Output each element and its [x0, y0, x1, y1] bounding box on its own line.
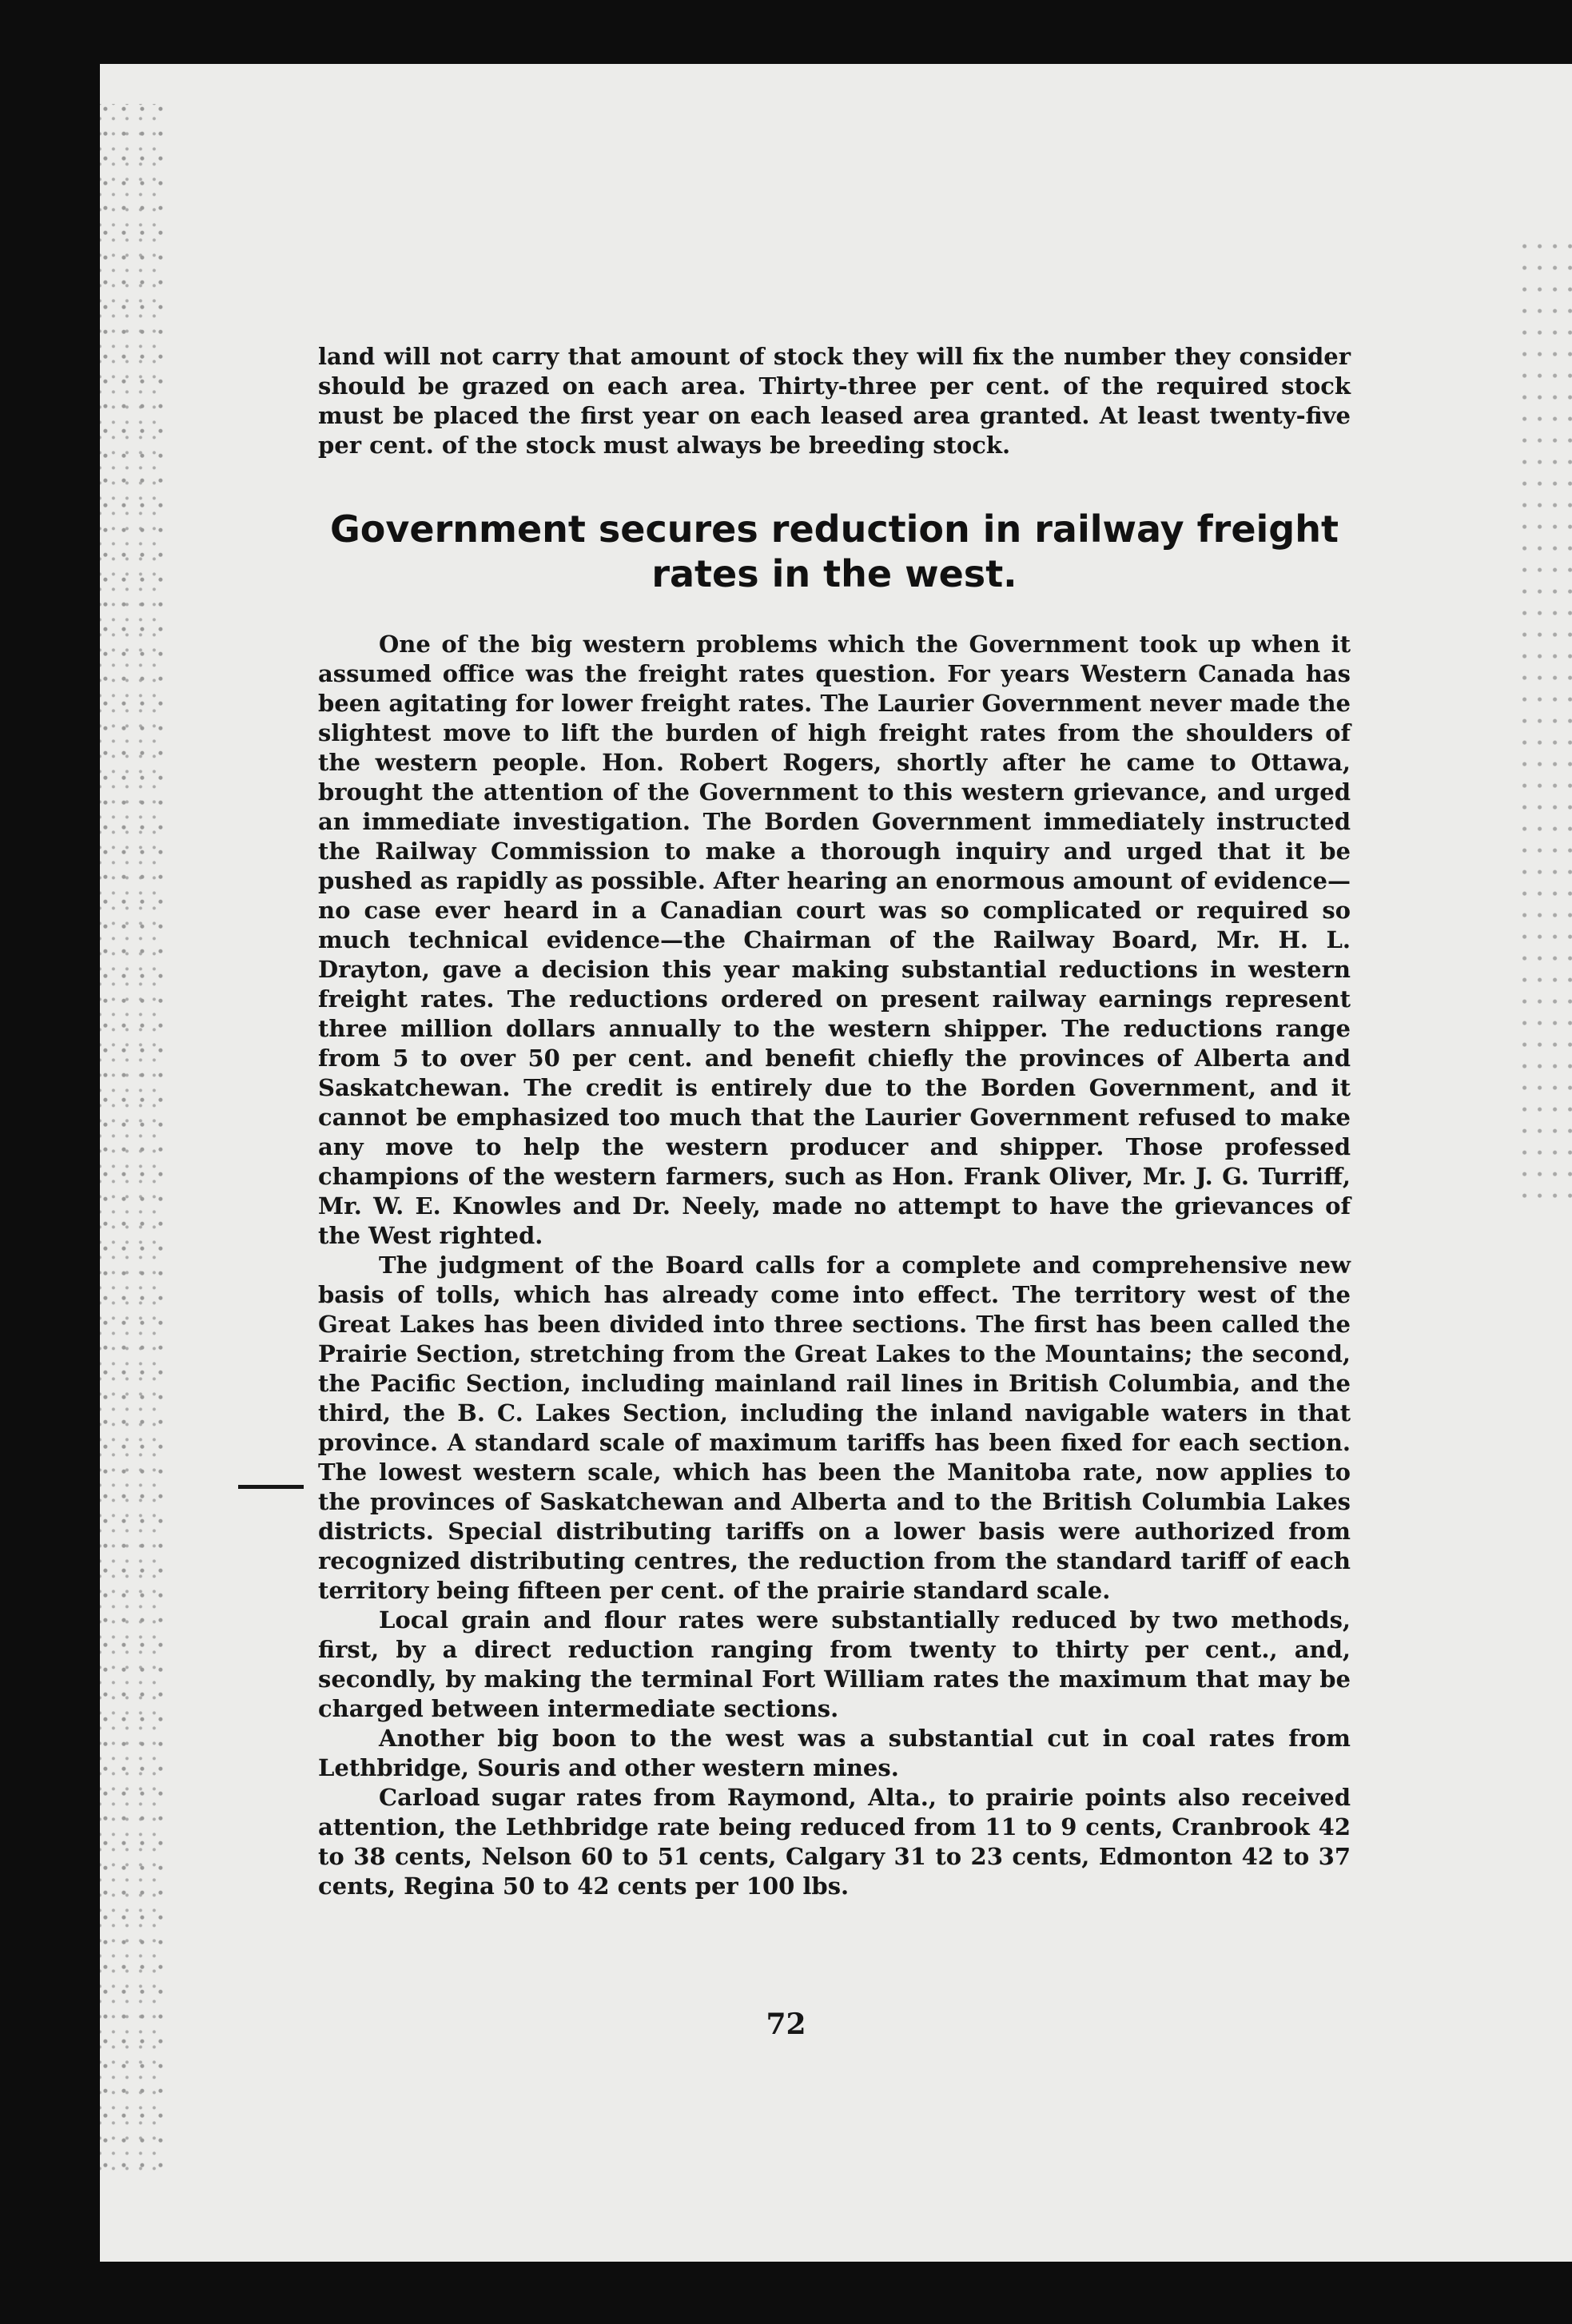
headline: Government secures reduction in railway freight rates in the west. — [330, 507, 1339, 595]
margin-dash-mark — [238, 1485, 304, 1489]
body-paragraph: One of the big western problems which the Government took up when it assumed office was the freight rates question. For years Western Canada has been agitating for lower freight rates. The Laurier Government never made the slightest move to lift the burden of high freight rates from the shoulders of the western people. Hon. Robert Rogers, shortly after he came to Ottawa, brought the attention of the Government to this western grievance, and urged an immediate investigation. The Borden Government immediately instructed the Railway Commission to make a thorough inquiry and urged that it be pushed as rapidly as possible. After hearing an enormous amount of evidence—no case ever heard in a Canadian court was so complicated or required so much technical evidence—the Chairman of the Railway Board, Mr. H. L. Drayton, gave a decision this year making substantial reductions in western freight rates. The reductions ordered on present railway earnings represent three million dollars annually to the western shipper. The reductions range from 5 to over 50 per cent. and benefit chiefly the provinces of Alberta and Saskatchewan. The credit is entirely due to the Borden Government, and it cannot be emphasized too much that the Laurier Government refused to make any move to help the western producer and shipper. Those professed champions of the western farmers, such as Hon. Frank Oliver, Mr. J. G. Turriff, Mr. W. E. Knowles and Dr. Neely, made no attempt to have the grievances of the West righted. — [318, 631, 1351, 1249]
page-edge-noise-right — [1518, 240, 1572, 1199]
body-paragraph: Another big boon to the west was a substantial cut in coal rates from Lethbridge, Souris and other western mines. — [318, 1725, 1351, 1781]
body-paragraph: Local grain and flour rates were substantially reduced by two methods, first, by a direct reduction ranging from twenty to thirty per cent., and, secondly, by making the terminal Fort William rates the maximum that may be charged between intermediate sections. — [318, 1606, 1351, 1722]
page-body — [318, 342, 1351, 1901]
body-paragraph: The judgment of the Board calls for a complete and comprehensive new basis of tolls, which has already come into effect. The territory west of the Great Lakes has been divided into three sections. The first has been called the Prairie Section, stretching from the Great Lakes to the Mountains; the second, the Pacific Section, including mainland rail lines in British Columbia, and the third, the B. C. Lakes Section, including the inland navigable waters in that province. A standard scale of maximum tariffs has been fixed for each section. The lowest western scale, which has been the Manitoba rate, now applies to the provinces of Saskatchewan and Alberta and to the British Columbia Lakes districts. Special distributing tariffs on a lower basis were authorized from recognized distributing centres, the reduction from the standard tariff of each territory being fifteen per cent. of the prairie standard scale. — [318, 1252, 1351, 1604]
intro-paragraph: land will not carry that amount of stock they will fix the number they consider should be grazed on each area. Thirty-three per cent. of the required stock must be placed the first year on each leased area granted. At least twenty-five per cent. of the stock must always be breeding stock. — [318, 343, 1351, 459]
body-paragraph: Carload sugar rates from Raymond, Alta., to prairie points also received attention, the Lethbridge rate being reduced from 11 to 9 cents, Cranbrook 42 to 38 cents, Nelson 60 to 51 cents, Calgary 31 to 23 cents, Edmonton 42 to 37 cents, Regina 50 to 42 cents per 100 lbs. — [318, 1784, 1351, 1900]
page-edge-noise-left — [100, 104, 164, 2182]
page-number: 72 — [766, 2008, 806, 2041]
